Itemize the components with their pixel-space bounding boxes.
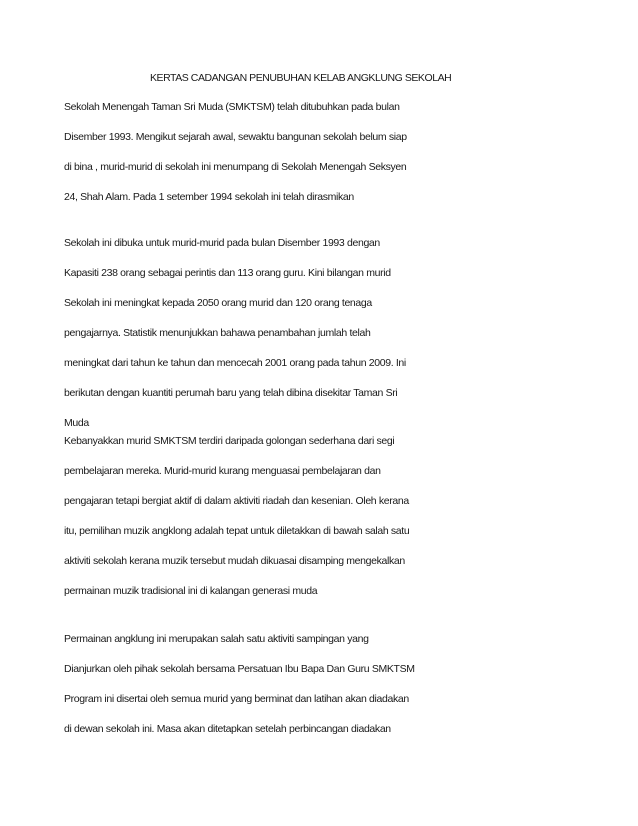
text-line: di bina , murid-murid di sekolah ini menumpang di Sekolah Menengah Seksyen	[64, 161, 407, 173]
text-line: itu, pemilihan muzik angklong adalah tepat untuk diletakkan di bawah salah satu	[64, 525, 410, 537]
text-line: pembelajaran mereka. Murid-murid kurang menguasai pembelajaran dan	[64, 465, 381, 477]
paragraph-school-history	[64, 100, 584, 220]
text-line: Kebanyakkan murid SMKTSM terdiri daripada golongan sederhana dari segi	[64, 435, 395, 447]
text-line: 24, Shah Alam. Pada 1 setember 1994 sekolah ini telah dirasmikan	[64, 191, 354, 203]
text-line: Disember 1993. Mengikut sejarah awal, sewaktu bangunan sekolah belum siap	[64, 131, 407, 143]
text-line: Permainan angklung ini merupakan salah satu aktiviti sampingan yang	[64, 633, 369, 645]
text-line: meningkat dari tahun ke tahun dan mencecah 2001 orang pada tahun 2009. Ini	[64, 357, 406, 369]
text-line: Sekolah Menengah Taman Sri Muda (SMKTSM) telah ditubuhkan pada bulan	[64, 101, 400, 113]
text-line: di dewan sekolah ini. Masa akan ditetapkan setelah perbincangan diadakan	[64, 723, 391, 735]
paragraph-enrolment	[64, 236, 584, 446]
text-line: Program ini disertai oleh semua murid yang berminat dan latihan akan diadakan	[64, 693, 409, 705]
text-line: berikutan dengan kuantiti perumah baru yang telah dibina disekitar Taman Sri	[64, 387, 398, 399]
text-line: aktiviti sekolah kerana muzik tersebut mudah dikuasai disamping mengekalkan	[64, 555, 405, 567]
document-title: KERTAS CADANGAN PENUBUHAN KELAB ANGKLUNG SEKOLAH	[150, 72, 452, 84]
text-line: Dianjurkan oleh pihak sekolah bersama Persatuan Ibu Bapa Dan Guru SMKTSM	[64, 663, 415, 675]
text-line: permainan muzik tradisional ini di kalangan generasi muda	[64, 585, 318, 597]
text-line: pengajarnya. Statistik menunjukkan bahawa penambahan jumlah telah	[64, 327, 371, 339]
text-line: Sekolah ini dibuka untuk murid-murid pada bulan Disember 1993 dengan	[64, 237, 380, 249]
text-line: Muda	[64, 417, 89, 429]
paragraph-student-profile	[64, 434, 584, 614]
text-line: Kapasiti 238 orang sebagai perintis dan 113 orang guru. Kini bilangan murid	[64, 267, 391, 279]
text-line: Sekolah ini meningkat kepada 2050 orang murid dan 120 orang tenaga	[64, 297, 372, 309]
paragraph-angklung-program	[64, 632, 584, 752]
text-line: pengajaran tetapi bergiat aktif di dalam aktiviti riadah dan kesenian. Oleh kerana	[64, 495, 409, 507]
